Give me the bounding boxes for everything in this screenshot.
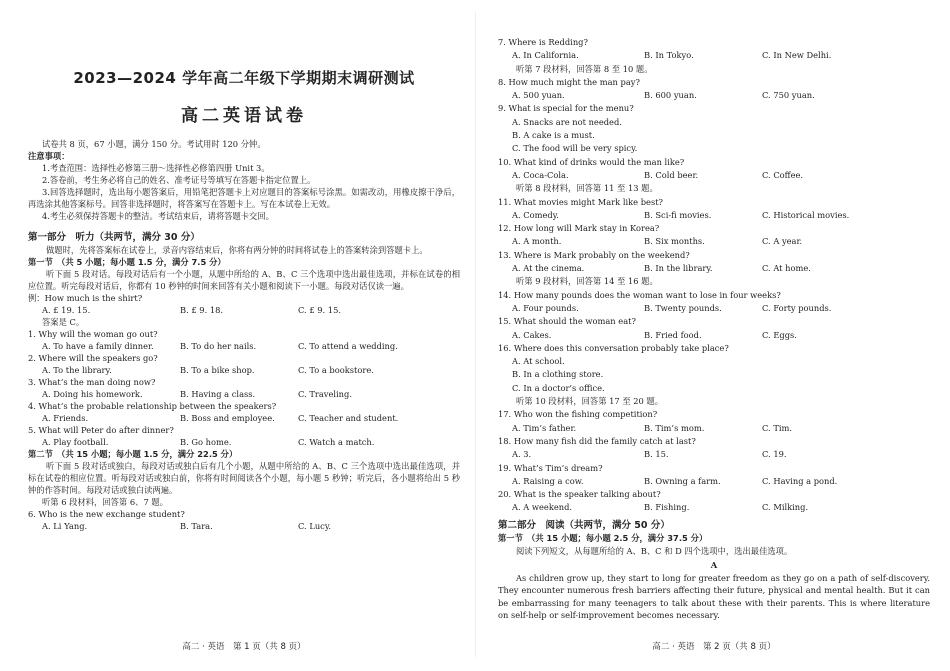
question: 15. What should the woman eat? bbox=[498, 316, 636, 327]
question: 10. What kind of drinks would the man like? bbox=[498, 156, 685, 167]
question-options bbox=[28, 364, 460, 376]
option-c: C. Coffee. bbox=[762, 169, 804, 180]
option-a: A. To the library. bbox=[42, 365, 112, 375]
option-a: A. 500 yuan. bbox=[512, 90, 565, 101]
question-options bbox=[498, 49, 930, 62]
option-a: A. Doing his homework. bbox=[42, 389, 143, 399]
question: 5. What will Peter do after dinner? bbox=[28, 425, 174, 435]
page-footer: 高二 · 英语 第 2 页（共 8 页） bbox=[652, 642, 776, 652]
listen-instruction: 听第 9 段材料，回答第 14 至 16 题。 bbox=[516, 276, 658, 287]
option-b: B. Go home. bbox=[180, 437, 232, 447]
passage-text: As children grow up, they start to long for greater freedom as they go on a path of self-discovery. They encounter numerous fresh barriers affecting their future, physical and mental health. But it can be embarrassing for many teenagers to talk about these with their parents. This is where literature on self-help or self-improvement becomes necessary. bbox=[498, 572, 930, 621]
part-1-intro: 做题时，先将答案标在试卷上，录音内容结束后，你将有两分钟的时间将试卷上的答案转涂到答题卡上。 bbox=[46, 245, 428, 255]
part-2-section-1-title: 第一节 （共 15 小题；每小题 2.5 分，满分 37.5 分） bbox=[498, 532, 708, 543]
option-b: B. Having a class. bbox=[180, 389, 256, 399]
option-a: A. Li Yang. bbox=[42, 521, 88, 531]
option-b: B. Tim’s mom. bbox=[644, 422, 705, 433]
listen-instruction: 听第 6 段材料，回答第 6、7 题。 bbox=[42, 497, 168, 507]
question-options bbox=[498, 501, 930, 514]
option-c: C. At home. bbox=[762, 263, 811, 274]
question-options bbox=[498, 262, 930, 275]
page-2 bbox=[498, 0, 930, 671]
option-b: B. Boss and employee. bbox=[180, 413, 275, 423]
option-a: A. A month. bbox=[512, 236, 562, 247]
option-b: B. 600 yuan. bbox=[644, 90, 697, 101]
page-1 bbox=[28, 0, 460, 671]
option-c: C. The food will be very spicy. bbox=[512, 143, 638, 154]
note-item: 1.考查范围：选择性必修第三册～选择性必修第四册 Unit 3。 bbox=[42, 163, 270, 173]
option-a: A. Raising a cow. bbox=[512, 475, 584, 486]
option-c: C. In a doctor’s office. bbox=[512, 382, 605, 393]
example-answer: 答案是 C。 bbox=[42, 317, 85, 327]
exam-info: 试卷共 8 页，67 小题，满分 150 分。考试用时 120 分钟。 bbox=[42, 139, 266, 149]
question: 7. Where is Redding? bbox=[498, 37, 588, 47]
option-a: A. In California. bbox=[512, 50, 579, 61]
option-b: B. To do her nails. bbox=[180, 341, 257, 351]
option-b: B. In the library. bbox=[644, 263, 713, 274]
option-c: C. Teacher and student. bbox=[298, 413, 399, 423]
option-a: A. At school. bbox=[512, 356, 565, 367]
option-b: B. A cake is a must. bbox=[512, 130, 595, 141]
question: 18. How many fish did the family catch at last? bbox=[498, 435, 696, 446]
question: 3. What’s the man doing now? bbox=[28, 377, 156, 387]
option-c: C. Historical movies. bbox=[762, 209, 850, 220]
question: 1. Why will the woman go out? bbox=[28, 329, 158, 339]
question-options bbox=[498, 302, 930, 315]
question-options bbox=[28, 412, 460, 424]
option-a: A. Comedy. bbox=[512, 209, 559, 220]
question: 6. Who is the new exchange student? bbox=[28, 509, 185, 519]
option-b: B. Fishing. bbox=[644, 502, 690, 513]
option-c: C. Lucy. bbox=[298, 521, 332, 531]
option-c: C. Having a pond. bbox=[762, 475, 838, 486]
option-a: A. £ 19. 15. bbox=[42, 305, 91, 315]
question-options bbox=[28, 520, 460, 532]
option-c: C. 19. bbox=[762, 449, 787, 460]
option-a: A. Cakes. bbox=[512, 329, 552, 340]
option-c: C. To attend a wedding. bbox=[298, 341, 398, 351]
question: 17. Who won the fishing competition? bbox=[498, 409, 658, 420]
option-a: A. 3. bbox=[512, 449, 532, 460]
option-c: C. Eggs. bbox=[762, 329, 797, 340]
note-item: 2.答卷前，考生务必将自己的姓名、准考证号等填写在答题卡指定位置上。 bbox=[42, 175, 316, 185]
option-b: B. Twenty pounds. bbox=[644, 302, 722, 313]
page-1-content bbox=[28, 138, 460, 532]
option-b: B. Owning a farm. bbox=[644, 475, 721, 486]
option-a: A. Tim’s father. bbox=[512, 422, 577, 433]
option-a: A. Snacks are not needed. bbox=[512, 116, 622, 127]
example-options bbox=[28, 304, 460, 316]
option-c: C. A year. bbox=[762, 236, 803, 247]
option-c: C. Milking. bbox=[762, 502, 809, 513]
question: 8. How much might the man pay? bbox=[498, 76, 640, 87]
question: 11. What movies might Mark like best? bbox=[498, 196, 663, 207]
option-a: A. To have a family dinner. bbox=[42, 341, 154, 351]
option-c: C. Forty pounds. bbox=[762, 302, 832, 313]
option-b: B. Sci-fi movies. bbox=[644, 209, 712, 220]
option-c: C. £ 9. 15. bbox=[298, 305, 341, 315]
option-a: A. A weekend. bbox=[512, 502, 573, 513]
listen-instruction: 听第 10 段材料，回答第 17 至 20 题。 bbox=[516, 396, 664, 407]
example-question: 例：How much is the shirt? bbox=[28, 293, 143, 303]
option-a: A. Play football. bbox=[42, 437, 109, 447]
question: 20. What is the speaker talking about? bbox=[498, 489, 661, 500]
option-b: B. 15. bbox=[644, 449, 669, 460]
page-divider bbox=[475, 12, 476, 657]
question: 2. Where will the speakers go? bbox=[28, 353, 158, 363]
option-c: C. Watch a match. bbox=[298, 437, 375, 447]
question: 19. What’s Tim’s dream? bbox=[498, 462, 603, 473]
option-b: B. Tara. bbox=[180, 521, 213, 531]
option-a: A. At the cinema. bbox=[512, 263, 585, 274]
option-b: B. £ 9. 18. bbox=[180, 305, 224, 315]
option-a: A. Friends. bbox=[42, 413, 89, 423]
option-b: B. Cold beer. bbox=[644, 169, 699, 180]
note-item: 4.考生必须保持答题卡的整洁。考试结束后，请将答题卡交回。 bbox=[42, 211, 274, 221]
part-2-title: 第二部分 阅读（共两节，满分 50 分） bbox=[498, 519, 670, 531]
note-item: 3.回答选择题时，选出每小题答案后，用铅笔把答题卡上对应题目的答案标号涂黑。如需改动，用橡皮擦干净后，再选涂其他答案标号。回答非选择题时，将答案写在答题卡上。写在本试卷上无效。 bbox=[28, 187, 460, 209]
option-a: A. Coca-Cola. bbox=[512, 169, 569, 180]
page-2-content bbox=[498, 36, 930, 622]
question: 4. What’s the probable relationship between the speakers? bbox=[28, 401, 277, 411]
option-c: C. Tim. bbox=[762, 422, 793, 433]
question-options bbox=[28, 388, 460, 400]
question-options bbox=[498, 422, 930, 435]
notes-heading: 注意事项： bbox=[28, 151, 70, 161]
question: 12. How long will Mark stay in Korea? bbox=[498, 223, 660, 234]
option-b: B. Six months. bbox=[644, 236, 705, 247]
option-b: B. Fried food. bbox=[644, 329, 702, 340]
listen-instruction: 听第 7 段材料，回答第 8 至 10 题。 bbox=[516, 63, 653, 74]
section-2-title: 第二节 （共 15 小题；每小题 1.5 分，满分 22.5 分） bbox=[28, 449, 238, 459]
part-2-intro: 阅读下列短文，从每题所给的 A、B、C 和 D 四个选项中，选出最佳选项。 bbox=[516, 546, 793, 557]
passage-letter: A bbox=[710, 559, 718, 570]
question-options bbox=[498, 235, 930, 248]
question-options bbox=[498, 209, 930, 222]
option-b: B. In a clothing store. bbox=[512, 369, 604, 380]
question-options bbox=[498, 329, 930, 342]
exam-subtitle: 高二英语试卷 bbox=[181, 106, 307, 126]
section-1-title: 第一节 （共 5 小题；每小题 1.5 分，满分 7.5 分） bbox=[28, 257, 226, 267]
part-1-title: 第一部分 听力（共两节，满分 30 分） bbox=[28, 232, 200, 243]
option-c: C. In New Delhi. bbox=[762, 50, 832, 61]
option-c: C. Traveling. bbox=[298, 389, 352, 399]
question: 9. What is special for the menu? bbox=[498, 103, 634, 114]
question-options bbox=[498, 169, 930, 182]
page-footer: 高二 · 英语 第 1 页（共 8 页） bbox=[182, 642, 306, 652]
option-a: A. Four pounds. bbox=[512, 302, 579, 313]
section-1-intro: 听下面 5 段对话。每段对话后有一个小题，从题中所给的 A、B、C 三个选项中选出最佳选项，并标在试卷的相应位置。听完每段对话后，你都有 10 秒钟的时间来回答有关小题和阅读下一小题。每段对话仅读一遍。 bbox=[28, 269, 460, 291]
question-options bbox=[28, 436, 460, 448]
exam-title: 2023—2024 学年高二年级下学期期末调研测试 bbox=[73, 69, 415, 87]
question-options bbox=[498, 89, 930, 102]
option-c: C. To a bookstore. bbox=[298, 365, 374, 375]
question: 14. How many pounds does the woman want to lose in four weeks? bbox=[498, 289, 781, 300]
question-options bbox=[498, 448, 930, 461]
listen-instruction: 听第 8 段材料，回答第 11 至 13 题。 bbox=[516, 183, 658, 194]
option-b: B. To a bike shop. bbox=[180, 365, 255, 375]
section-2-intro: 听下面 5 段对话或独白，每段对话或独白后有几个小题，从题中所给的 A、B、C 三个选项中选出最佳选项，并标在试卷的相应位置。听每段对话或独白前，你将有时间阅读各个小题，每小题 5 秒钟；听完后，各小题将给出 5 秒钟的作答时间。每段对话或独白读两遍。 bbox=[28, 461, 460, 495]
option-c: C. 750 yuan. bbox=[762, 90, 815, 101]
option-b: B. In Tokyo. bbox=[644, 50, 694, 61]
question-options bbox=[28, 340, 460, 352]
question: 16. Where does this conversation probably take place? bbox=[498, 342, 729, 353]
question: 13. Where is Mark probably on the weekend? bbox=[498, 249, 690, 260]
question-options bbox=[498, 475, 930, 488]
